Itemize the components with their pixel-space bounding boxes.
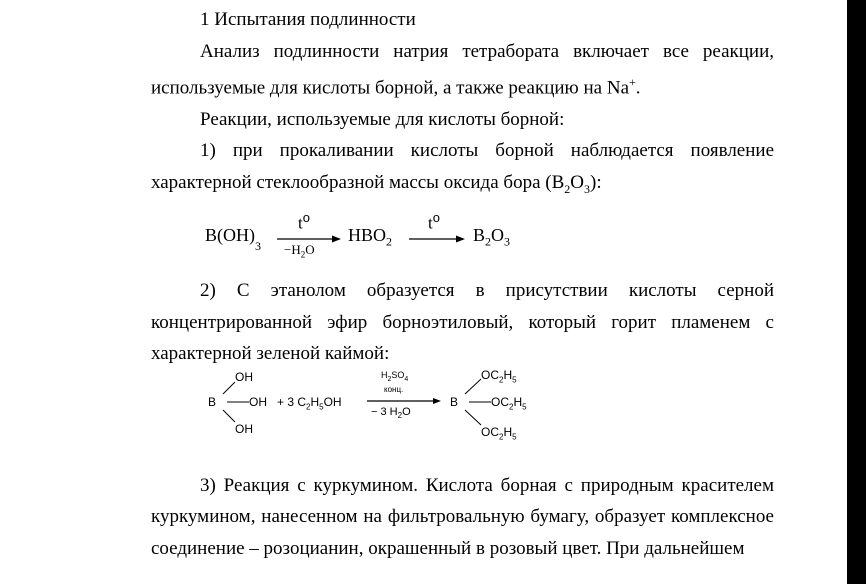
- oc-mid-h-sub: 5: [522, 402, 527, 412]
- minus-water-term: [371, 406, 411, 420]
- b2o3-b: B: [473, 225, 486, 246]
- plus-3-c: + 3 C: [277, 394, 307, 409]
- hbo-text: HBO: [348, 225, 387, 246]
- paragraph-2: [151, 104, 774, 136]
- b2o3-o: O: [570, 171, 584, 193]
- ethanol-term: [277, 395, 342, 411]
- b2o3-eq-o: O: [491, 225, 505, 246]
- oc-top-h-sub: 5: [512, 375, 517, 385]
- paragraph-3: [151, 135, 774, 205]
- oc-bot: OC: [481, 424, 499, 439]
- document-content: [151, 0, 774, 564]
- minus-h-text: −H: [284, 242, 301, 258]
- b2o3-eq-sub2: 3: [504, 234, 511, 249]
- degree-symbol-2: o: [432, 210, 440, 226]
- degree-symbol-1: o: [302, 210, 310, 226]
- concentrated-label: конц.: [384, 384, 404, 394]
- oc-bot-sub: 2: [499, 432, 504, 442]
- window-edge: [847, 0, 866, 584]
- temperature-label-2: [428, 210, 440, 234]
- catalyst-label: [381, 370, 408, 383]
- paragraph-2-text: Реакции, используемые для кислоты борной:: [200, 108, 565, 130]
- ethoxy-bottom: [481, 425, 517, 441]
- equation-boric-acid-calcination: [151, 205, 774, 261]
- section-heading: [151, 4, 774, 36]
- oc-top-h: H: [503, 367, 513, 382]
- paragraph-1-text: Анализ подлинности натрия тетрабората включает все реакции, используемые для кислоты борной, а также реакцию на Na: [151, 40, 774, 99]
- paragraph-5: [151, 470, 774, 565]
- oc-bot-h: H: [503, 424, 513, 439]
- ethanol-h-sub: 5: [319, 402, 324, 412]
- ethoxy-top: [481, 368, 517, 384]
- oc-top-sub: 2: [499, 375, 504, 385]
- ethanol-oh: OH: [323, 394, 342, 409]
- paragraph-3-text: 1) при прокаливании кислоты борной наблюдается появление характерной стеклообразной массы оксида бора (B: [151, 140, 774, 193]
- equation-ethyl-borate: [151, 367, 774, 462]
- oh-middle: OH: [249, 394, 267, 409]
- oc-bot-h-sub: 5: [512, 432, 517, 442]
- boron-oxide-formula: [473, 225, 510, 250]
- oh-top: OH: [235, 369, 253, 384]
- temperature-label-1: [298, 210, 310, 234]
- h2o-o: O: [305, 242, 315, 258]
- ethanol-h: H: [310, 394, 320, 409]
- paragraph-1: [151, 36, 774, 104]
- boric-acid-text: B(OH): [205, 225, 255, 246]
- b2o3-sub-3: 3: [584, 181, 590, 196]
- boron-right: B: [450, 394, 459, 409]
- minus-water-o: O: [402, 405, 411, 418]
- paragraph-5-text: 3) Реакция с куркумином. Кислота борная с природным красителем куркумином, нанесенном на фильтровальную бумагу, образует комплексное соединение – розоцианин, окрашенный в розовый цвет. При дальнейшем: [151, 474, 774, 559]
- minus-water-label: [284, 242, 315, 260]
- arrow-2: [409, 234, 465, 244]
- oc-mid: OC: [491, 394, 509, 409]
- h2o-sub: 2: [300, 249, 306, 260]
- paragraph-4-text: 2) С этанолом образуется в присутствии кислоты серной концентрированной эфир борноэтиловый, который горит пламенем с характерной зеленой каймой:: [151, 280, 774, 365]
- b2o3-sub-2: 2: [564, 181, 571, 196]
- h2so4-h: H: [381, 369, 388, 380]
- h2so4-so: SO: [391, 369, 405, 380]
- boric-acid-sub: 3: [255, 238, 261, 253]
- oc-top: OC: [481, 367, 499, 382]
- boric-acid-formula: [205, 225, 261, 253]
- paragraph-1-end: .: [635, 77, 641, 99]
- t-symbol-1: t: [298, 213, 303, 233]
- paragraph-4: [151, 275, 774, 370]
- h2so4-sub2: 4: [404, 375, 409, 383]
- oc-mid-h: H: [513, 394, 523, 409]
- na-charge: +: [629, 75, 636, 89]
- paragraph-3-end: ):: [590, 171, 602, 193]
- hbo-sub: 2: [386, 234, 393, 249]
- oc-mid-sub: 2: [509, 402, 514, 412]
- boron-left: B: [208, 394, 217, 409]
- metaboric-acid-formula: [348, 225, 392, 250]
- minus-3-h: − 3 H: [371, 405, 398, 418]
- section-heading-text: 1 Испытания подлинности: [200, 9, 416, 30]
- ethanol-c-sub: 2: [306, 402, 311, 412]
- oh-bottom: OH: [235, 421, 253, 436]
- h2so4-sub1: 2: [387, 375, 392, 383]
- t-symbol-2: t: [428, 213, 433, 233]
- minus-water-sub: 2: [397, 410, 403, 420]
- ethoxy-middle: [491, 395, 527, 411]
- b2o3-eq-sub1: 2: [485, 234, 492, 249]
